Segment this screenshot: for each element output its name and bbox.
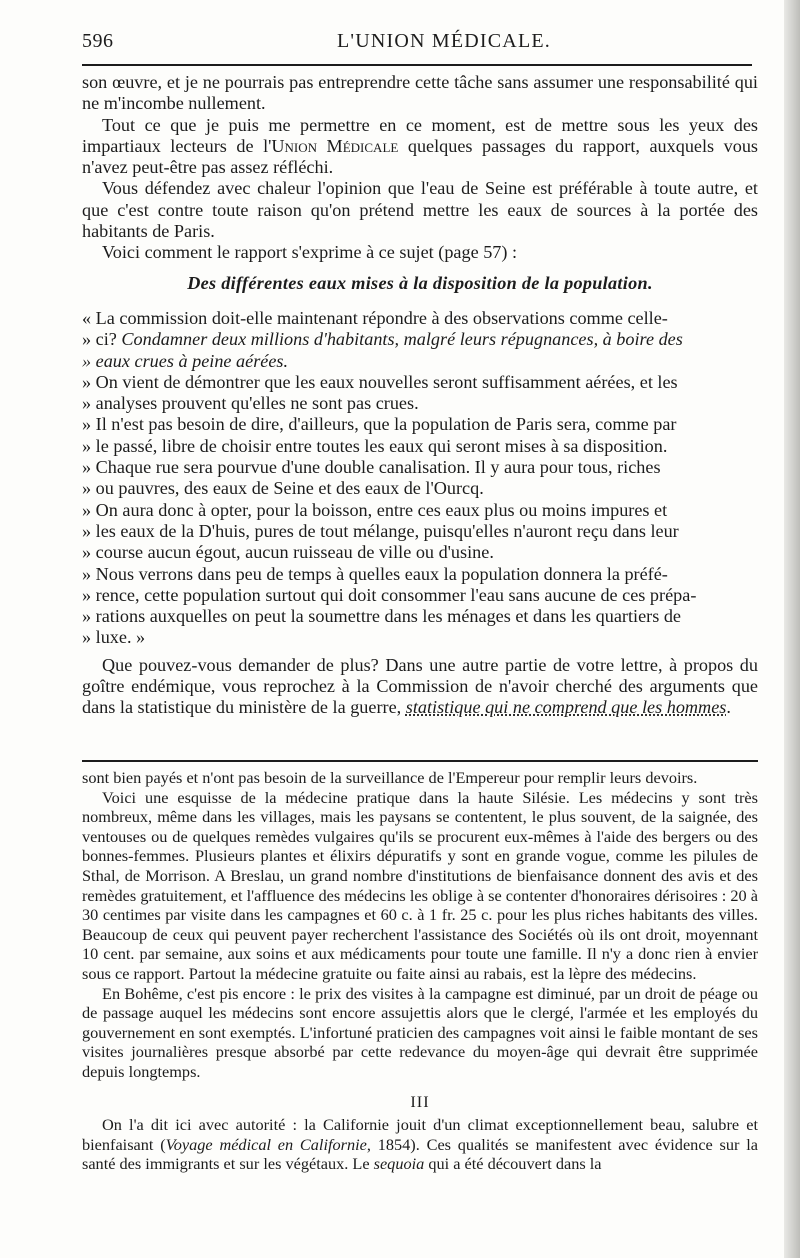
quote-line: « La commission doit-elle maintenant répondre à des observations comme celle- — [82, 307, 668, 328]
paragraph: son œuvre, et je ne pourrais pas entreprendre cette tâche sans assumer une responsabilité qui ne m'incombe nullement. — [82, 72, 758, 114]
quote-line: » analyses prouvent qu'elles ne sont pas crues. — [82, 393, 419, 414]
paragraph — [82, 115, 758, 179]
paragraph — [82, 1115, 758, 1174]
quote-line: » les eaux de la D'huis, pures de tout mélange, puisqu'elles n'auront reçu dans leur — [82, 520, 679, 541]
feuilleton-rule — [82, 760, 758, 762]
paragraph: Vous défendez avec chaleur l'opinion que l'eau de Seine est préférable à toute autre, et que c'est contre toute raison qu'on prétend mettre les eaux de sources à la portée des habitants de Paris. — [82, 178, 758, 242]
quote-line: » On vient de démontrer que les eaux nouvelles seront suffisamment aérées, et les — [82, 371, 678, 392]
quote-line: » luxe. » — [82, 627, 146, 648]
paragraph — [82, 655, 758, 719]
text-run: » ci? — [82, 329, 122, 350]
section-numeral: III — [410, 1091, 430, 1111]
quote-line: » Chaque rue sera pourvue d'une double canalisation. Il y aura pour tous, riches — [82, 457, 661, 478]
italic-quote: Condamner deux millions d'habitants, malgré leurs répugnances, à boire des — [121, 329, 683, 350]
text-run: quelques passages du rapport, auxquels vous n'avez peut-être pas assez réfléchi. — [82, 135, 758, 178]
text-run: qui a été découvert dans la — [424, 1154, 602, 1174]
text-run: . — [726, 697, 731, 718]
running-title: L'UNION MÉDICALE. — [337, 30, 551, 52]
page-number: 596 — [82, 30, 114, 52]
quote-line: » eaux crues à peine aérées. — [82, 350, 289, 371]
citation-title: Voyage médical en Californie — [165, 1134, 367, 1154]
page-edge-shadow — [784, 0, 800, 1258]
paragraph: En Bohême, c'est pis encore : le prix des visites à la campagne est diminué, par un droit de péage ou de passage auquel les médecins sont encore assujettis alors que le clergé, l'armée et les employés du gouvernement en sont exemptés. L'infortuné praticien des campagnes voit ainsi le faible montant de ses visites journalières presque absorbé par cette redevance du moyen-âge qui devrait être supprimée depuis longtemps. — [82, 983, 758, 1081]
paragraph: sont bien payés et n'ont pas besoin de la surveillance de l'Empereur pour remplir leurs devoirs. — [82, 768, 698, 787]
quote-line: » On aura donc à opter, pour la boisson, entre ces eaux plus ou moins impures et — [82, 499, 668, 520]
italic-term: sequoia — [373, 1154, 425, 1174]
quote-line: » Il n'est pas besoin de dire, d'ailleurs, que la population de Paris sera, comme par — [82, 414, 677, 435]
quote-line: » le passé, libre de choisir entre toutes les eaux qui seront mises à sa disposition. — [82, 435, 668, 456]
quote-line: » ou pauvres, des eaux de Seine et des eaux de l'Ourcq. — [82, 478, 484, 499]
text-run: Que pouvez-vous demander de plus? Dans une autre partie de votre lettre, à propos du goître endémique, vous reprochez à la Commission de n'avoir cherché des arguments que dans la statistique du ministère de la guerre, — [82, 654, 758, 718]
text-run: On l'a dit ici avec autorité : la Californie jouit d'un climat exceptionnellement beau, salubre et bienfaisant ( — [82, 1115, 758, 1154]
text-run: Tout ce que je puis me permettre en ce moment, est de mettre sous les yeux des impartiaux lecteurs de l' — [82, 114, 758, 156]
page-header — [82, 30, 758, 58]
section-heading: Des différentes eaux mises à la disposition de la population. — [187, 272, 653, 293]
italic-phrase: statistique qui ne comprend que les hommes — [405, 697, 727, 718]
quote-line: » rence, cette population surtout qui doit consommer l'eau sans aucune de ces prépa- — [82, 584, 697, 605]
paragraph: Voici une esquisse de la médecine pratique dans la haute Silésie. Les médecins y sont très nombreux, même dans les villages, mais les paysans se contentent, le plus souvent, de la saignée, des ventouses ou de quelques remèdes vulgaires qu'ils se procurent eux-mêmes à l'aide des bergers ou des bonnes-femmes. Plusieurs plantes et élixirs dépuratifs y sont en grande vogue, comme les pilules de Sthal, de Morrison. A Breslau, un grand nombre d'institutions de bienfaisance donnent des avis et des remèdes gratuitement, et l'affluence des médecins les oblige à se contenter d'honoraires dérisoires : 20 à 30 centimes par visite dans les campagnes et 60 c. à 1 fr. 25 c. pour les plus riches habitants des villes. Beaucoup de ceux qui peuvent payer recherchent l'assistance des Sociétés où ils ont droit, moyennant 10 cent. par semaine, aux soins et aux médicaments pour toute une famille. Il n'y a donc rien à envier sous ce rapport. Partout la médecine gratuite ou faite ainsi au rabais, est la lèpre des médecins. — [82, 787, 758, 983]
quote-line — [82, 329, 758, 350]
quote-line: » rations auxquelles on peut la soumettre dans les ménages et dans les quartiers de — [82, 606, 682, 627]
main-article — [82, 72, 758, 719]
header-rule — [82, 64, 752, 66]
journal-name: Union Médicale — [271, 135, 399, 156]
text-run: , 1854). Ces qualités se manifestent avec évidence sur la santé des immigrants et sur les végétaux. Le — [82, 1134, 758, 1174]
quote-line: » Nous verrons dans peu de temps à quelles eaux la population donnera la préfé- — [82, 563, 668, 584]
quote-line: » course aucun égout, aucun ruisseau de ville ou d'usine. — [82, 542, 494, 563]
paragraph: Voici comment le rapport s'exprime à ce sujet (page 57) : — [102, 242, 518, 263]
feuilleton — [82, 768, 758, 1174]
